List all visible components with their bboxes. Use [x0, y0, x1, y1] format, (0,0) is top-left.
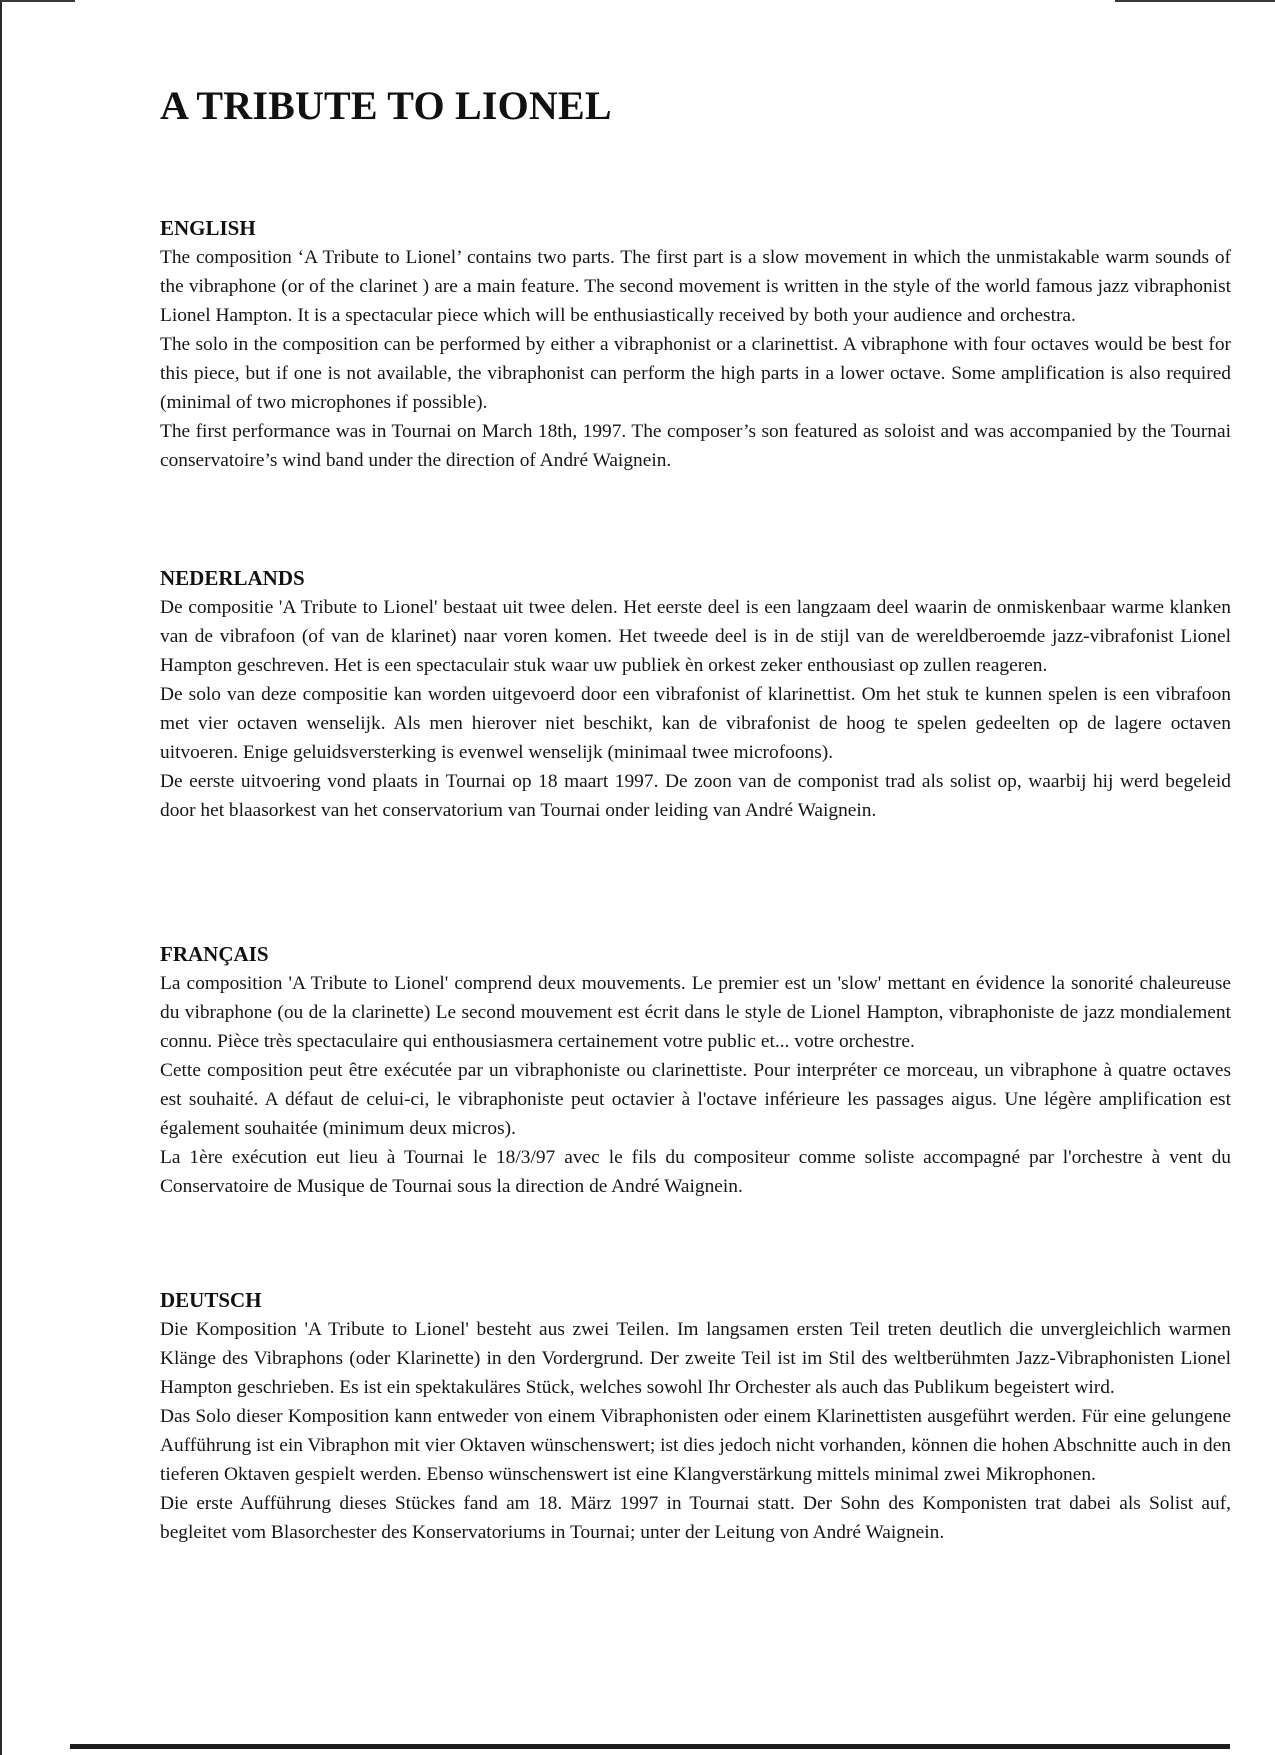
paragraph-deutsch-2: Das Solo dieser Komposition kann entweder von einem Vibraphonisten oder einem Klarinettisten ausgeführt werden. Für eine gelungene Aufführung ist ein Vibraphon mit vier Oktaven wünschenswert; ist dies jedoch nicht vorhanden, können die hohen Abschnitte auch in den tieferen Oktaven gespielt werden. Ebenso wünschenswert ist eine Klangverstärkung mittels minimal zwei Mikrophonen. [160, 1406, 1231, 1485]
bottom-rule [70, 1744, 1230, 1749]
scan-edge-top-left [0, 0, 75, 2]
paragraph-nederlands-2: De solo van deze compositie kan worden uitgevoerd door een vibrafonist of klarinettist. Om het stuk te kunnen spelen is een vibrafoon met vier octaven wenselijk. Als men hierover niet beschikt, kan de vibrafonist de hoog te spelen gedeelten op de lagere octaven uitvoeren. Enige geluidsversterking is evenwel wenselijk (minimaal twee microfoons). [160, 684, 1231, 763]
section-francais [160, 940, 1231, 1201]
paragraph-nederlands-3: De eerste uitvoering vond plaats in Tournai op 18 maart 1997. De zoon van de componist trad als solist op, waarbij hij werd begeleid door het blaasorkest van het conservatorium van Tournai onder leiding van André Waignein. [160, 771, 1231, 821]
section-nederlands [160, 564, 1231, 825]
section-heading-english: ENGLISH [160, 216, 256, 240]
paragraph-deutsch-1: Die Komposition 'A Tribute to Lionel' besteht aus zwei Teilen. Im langsamen ersten Teil treten deutlich die unvergleichlich warmen Klänge des Vibraphons (oder Klarinette) in den Vordergrund. Der zweite Teil ist im Stil des weltberühmten Jazz-Vibraphonisten Lionel Hampton geschrieben. Es ist ein spektakuläres Stück, welches sowohl Ihr Orchester als auch das Publikum begeistert wird. [160, 1319, 1231, 1398]
paragraph-english-1: The composition ‘A Tribute to Lionel’ contains two parts. The first part is a slow movement in which the unmistakable warm sounds of the vibraphone (or of the clarinet ) are a main feature. The second movement is written in the style of the world famous jazz vibraphonist Lionel Hampton. It is a spectacular piece which will be enthusiastically received by both your audience and orchestra. [160, 247, 1231, 326]
page-title: A TRIBUTE TO LIONEL [160, 83, 612, 128]
paragraph-english-3: The first performance was in Tournai on March 18th, 1997. The composer’s son featured as soloist and was accompanied by the Tournai conservatoire’s wind band under the direction of André Waignein. [160, 421, 1231, 471]
section-english [160, 214, 1231, 475]
section-heading-deutsch: DEUTSCH [160, 1288, 262, 1312]
scan-edge-left [0, 0, 2, 1755]
paragraph-francais-2: Cette composition peut être exécutée par un vibraphoniste ou clarinettiste. Pour interpréter ce morceau, un vibraphone à quatre octaves est souhaité. A défaut de celui-ci, le vibraphoniste peut octavier à l'octave inférieure les passages aigus. Une légère amplification est également souhaitée (minimum deux micros). [160, 1060, 1231, 1139]
section-heading-francais: FRANÇAIS [160, 942, 269, 966]
paragraph-english-2: The solo in the composition can be performed by either a vibraphonist or a clarinettist. A vibraphone with four octaves would be best for this piece, but if one is not available, the vibraphonist can perform the high parts in a lower octave. Some amplification is also required (minimal of two microphones if possible). [160, 334, 1231, 413]
scan-edge-top-right [1115, 0, 1275, 2]
paragraph-deutsch-3: Die erste Aufführung dieses Stückes fand am 18. März 1997 in Tournai statt. Der Sohn des Komponisten trat dabei als Solist auf, begleitet vom Blasorchester des Konservatoriums in Tournai; unter der Leitung von André Waignein. [160, 1493, 1231, 1543]
paragraph-nederlands-1: De compositie 'A Tribute to Lionel' bestaat uit twee delen. Het eerste deel is een langzaam deel waarin de onmiskenbaar warme klanken van de vibrafoon (of van de klarinet) naar voren komen. Het tweede deel is in de stijl van de wereldberoemde jazz-vibrafonist Lionel Hampton geschreven. Het is een spectaculair stuk waar uw publiek èn orkest zeker enthousiast op zullen reageren. [160, 597, 1231, 676]
paragraph-francais-1: La composition 'A Tribute to Lionel' comprend deux mouvements. Le premier est un 'slow' mettant en évidence la sonorité chaleureuse du vibraphone (ou de la clarinette) Le second mouvement est écrit dans le style de Lionel Hampton, vibraphoniste de jazz mondialement connu. Pièce très spectaculaire qui enthousiasmera certainement votre public et... votre orchestre. [160, 973, 1231, 1052]
paragraph-francais-3: La 1ère exécution eut lieu à Tournai le 18/3/97 avec le fils du compositeur comme soliste accompagné par l'orchestre à vent du Conservatoire de Musique de Tournai sous la direction de André Waignein. [160, 1147, 1231, 1197]
section-heading-nederlands: NEDERLANDS [160, 566, 305, 590]
section-deutsch [160, 1286, 1231, 1547]
